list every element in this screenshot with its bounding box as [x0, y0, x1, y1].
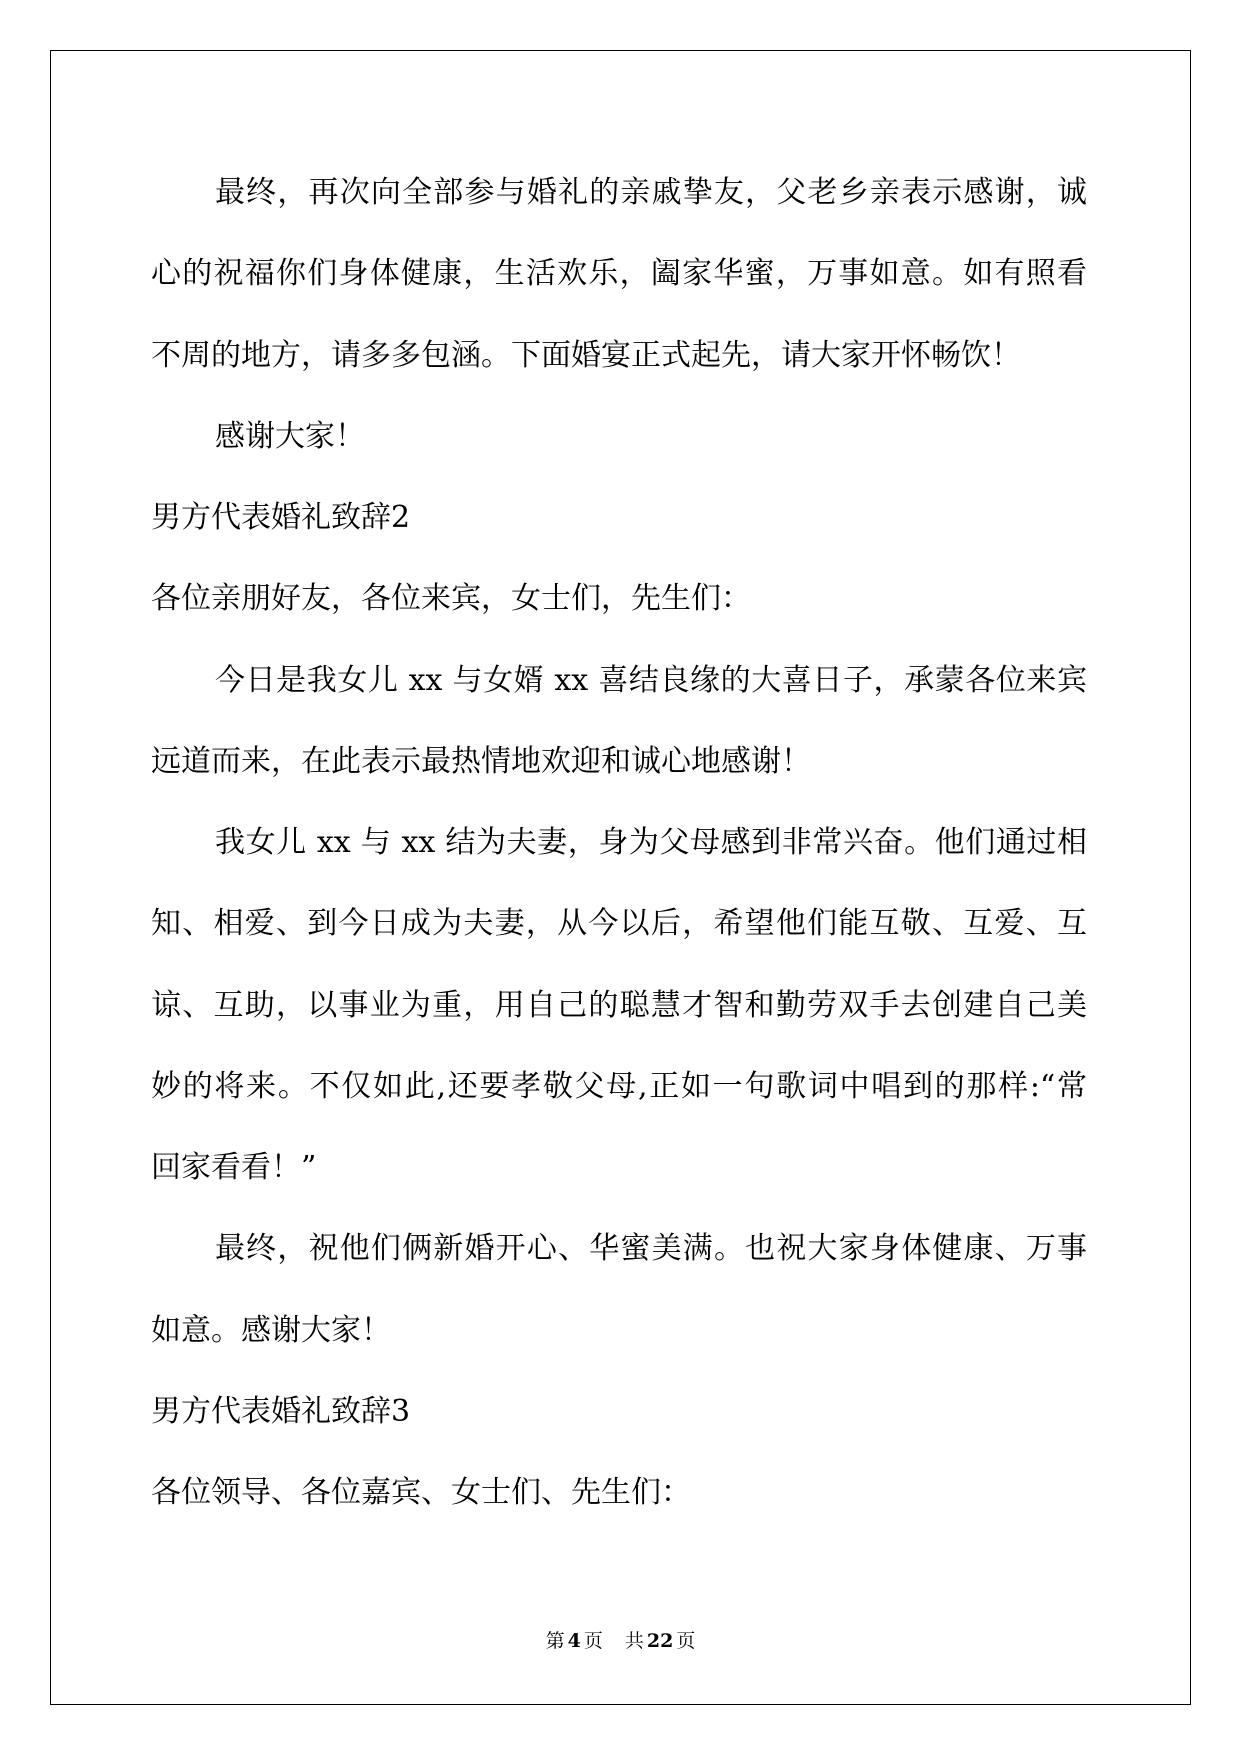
paragraph-line: 远道而来，在此表示最热情地欢迎和诚心地感谢！	[151, 743, 811, 779]
paragraph-line: 感谢大家！	[215, 418, 365, 454]
page-footer	[0, 1628, 1241, 1654]
paragraph	[151, 802, 1087, 1208]
section-heading	[151, 477, 1087, 558]
page-number-prefix: 第	[545, 1630, 565, 1652]
paragraph-line: 我女儿 xx 与 xx 结为夫妻，身为父母感到非常兴奋。他们通过相	[215, 825, 1087, 860]
paragraph-line: 回家看看！”	[151, 1150, 317, 1185]
paragraph-line: 如意。感谢大家！	[151, 1312, 391, 1348]
paragraph	[151, 1208, 1087, 1371]
total-pages: 22	[646, 1630, 674, 1652]
page-number: 4	[567, 1630, 581, 1652]
total-pages-suffix: 页	[676, 1630, 696, 1652]
salutation	[151, 558, 1087, 639]
document-body	[151, 152, 1087, 1533]
paragraph	[151, 396, 1087, 477]
salutation-text: 各位领导、各位嘉宾、女士们、先生们：	[151, 1475, 691, 1510]
paragraph	[151, 152, 1087, 396]
paragraph-line: 知、相爱、到今日成为夫妻，从今以后，希望他们能互敬、互爱、互	[151, 906, 1087, 942]
total-pages-prefix: 共	[624, 1630, 644, 1652]
paragraph-line: 最终，祝他们俩新婚开心、华蜜美满。也祝大家身体健康、万事	[215, 1231, 1087, 1267]
paragraph-line: 妙的将来。不仅如此,还要孝敬父母,正如一句歌词中唱到的那样:“常	[151, 1068, 1087, 1104]
paragraph-line: 心的祝福你们身体健康，生活欢乐，阖家华蜜，万事如意。如有照看	[151, 256, 1087, 292]
section-heading	[151, 1371, 1087, 1452]
paragraph-line: 最终，再次向全部参与婚礼的亲戚挚友，父老乡亲表示感谢，诚	[215, 175, 1087, 210]
paragraph	[151, 640, 1087, 803]
paragraph-line: 不周的地方，请多多包涵。下面婚宴正式起先，请大家开怀畅饮！	[151, 337, 1021, 373]
salutation-text: 各位亲朋好友，各位来宾，女士们，先生们：	[151, 581, 751, 617]
paragraph-line: 谅、互助，以事业为重，用自己的聪慧才智和勤劳双手去创建自己美	[151, 987, 1087, 1023]
salutation	[151, 1452, 1087, 1533]
section-heading-text: 男方代表婚礼致辞3	[151, 1393, 411, 1429]
paragraph-line: 今日是我女儿 xx 与女婿 xx 喜结良缘的大喜日子，承蒙各位来宾	[215, 662, 1087, 698]
section-heading-text: 男方代表婚礼致辞2	[151, 500, 411, 535]
page-number-suffix: 页	[583, 1630, 603, 1652]
